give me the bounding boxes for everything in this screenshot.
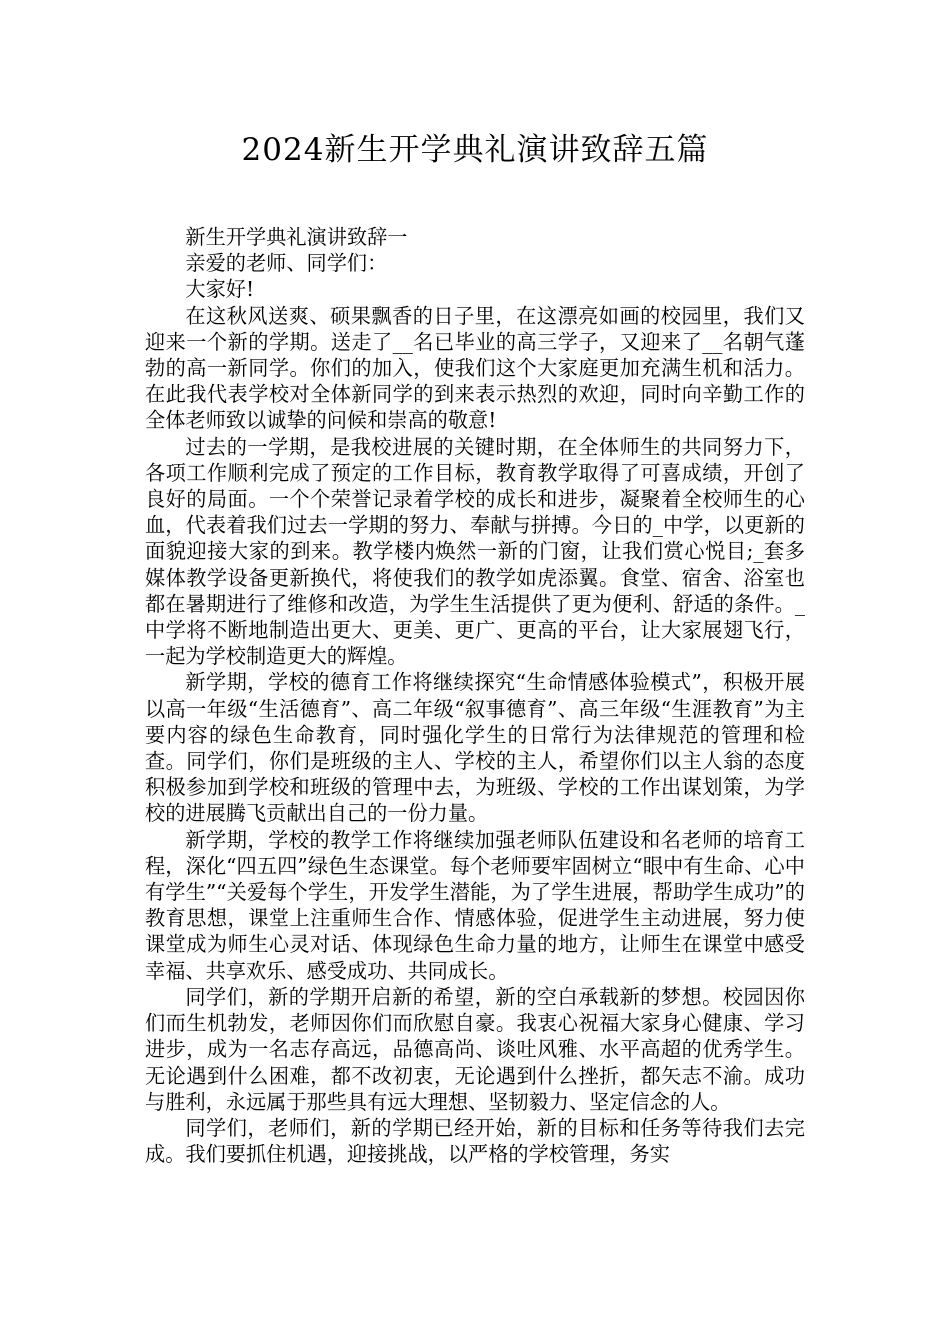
salutation: 亲爱的老师、同学们： bbox=[185, 251, 388, 276]
paragraph: 过去的一学期，是我校进展的关键时期，在全体师生的共同努力下，各项工作顺利完成了预定的工作目标，教育教学取得了可喜成绩，开创了良好的局面。一个个荣誉记录着学校的成长和进步，凝聚着全校师生的心血，代表着我们过去一学期的努力、奉献与拼搏。今日的_中学，以更新的面貌迎接大家的到来。教学楼内焕然一新的门窗，让我们赏心悦目;_套多媒体教学设备更新换代，将使我们的教学如虎添翼。食堂、宿舍、浴室也都在暑期进行了维修和改造，为学生生活提供了更为便利、舒适的条件。_中学将不断地制造出更大、更美、更广、更高的平台，让大家展翅飞行，一起为学校制造更大的辉煌。 bbox=[145, 434, 805, 669]
paragraph: 在这秋风送爽、硕果飘香的日子里，在这漂亮如画的校园里，我们又迎来一个新的学期。送走了__名已毕业的高三学子，又迎来了__名朝气蓬勃的高一新同学。你们的加入，使我们这个大家庭更加充满生机和活力。在此我代表学校对全体新同学的到来表示热烈的欢迎，同时向辛勤工作的全体老师致以诚挚的问候和崇高的敬意! bbox=[145, 303, 805, 433]
paragraph: 新学期，学校的教学工作将继续加强老师队伍建设和名老师的培育工程，深化“四五四”绿色生态课堂。每个老师要牢固树立“眼中有生命、心中有学生”“关爱每个学生，开发学生潜能，为了学生进展，帮助学生成功”的教育思想，课堂上注重师生合作、情感体验，促进学生主动进展，努力使课堂成为师生心灵对话、体现绿色生命力量的地方，让师生在课堂中感受幸福、共享欢乐、感受成功、共同成长。 bbox=[145, 827, 805, 983]
section-heading: 新生开学典礼演讲致辞一 bbox=[185, 225, 408, 249]
document-title: 2024新生开学典礼演讲致辞五篇 bbox=[241, 132, 709, 168]
paragraph: 同学们，新的学期开启新的希望，新的空白承载新的梦想。校园因你们而生机勃发，老师因你们而欣慰自豪。我衷心祝福大家身心健康、学习进步，成为一名志存高远，品德高尚、谈吐风雅、水平高超的优秀学生。无论遇到什么困难，都不改初衷，无论遇到什么挫折，都矢志不渝。成功与胜利，永远属于那些具有远大理想、坚韧毅力、坚定信念的人。 bbox=[145, 984, 805, 1114]
greeting: 大家好! bbox=[185, 277, 255, 302]
paragraph: 新学期，学校的德育工作将继续探究“生命情感体验模式”，积极开展以高一年级“生活德育”、高二年级“叙事德育”、高三年级“生涯教育”为主要内容的绿色生命教育，同时强化学生的日常行为法律规范的管理和检查。同学们，你们是班级的主人、学校的主人，希望你们以主人翁的态度积极参加到学校和班级的管理中去，为班级、学校的工作出谋划策，为学校的进展腾飞贡献出自己的一份力量。 bbox=[145, 670, 805, 826]
paragraph: 同学们，老师们，新的学期已经开始，新的目标和任务等待我们去完成。我们要抓住机遇，迎接挑战，以严格的学校管理，务实 bbox=[145, 1115, 805, 1167]
document-body bbox=[145, 224, 805, 1167]
